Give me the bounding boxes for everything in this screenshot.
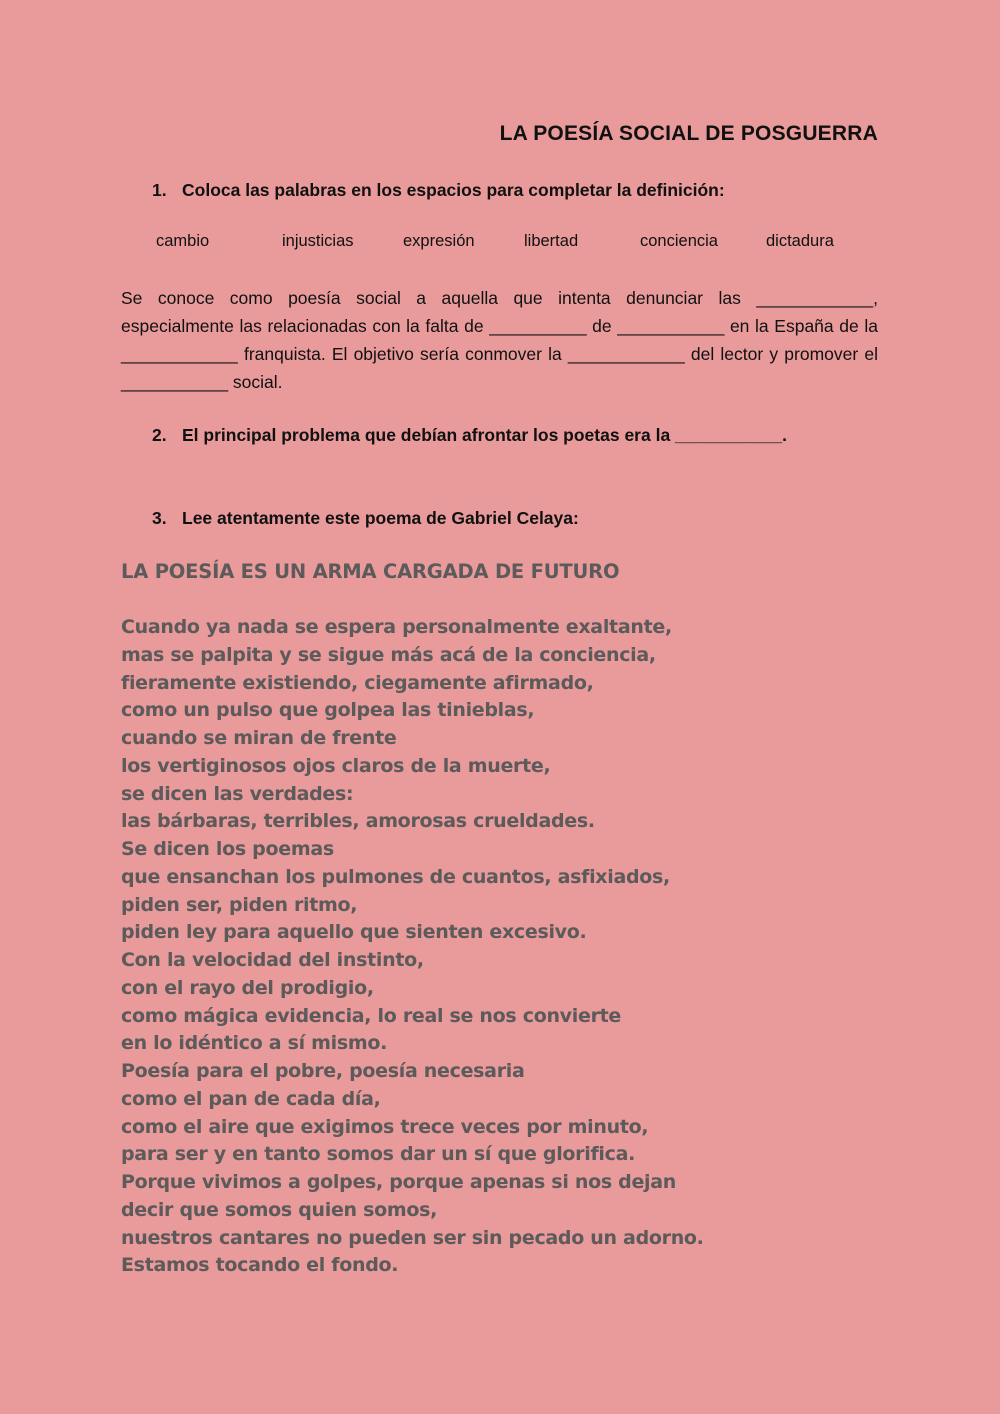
poem-line: Cuando ya nada se espera personalmente exaltante,: [121, 616, 672, 638]
poem-line: en lo idéntico a sí mismo.: [121, 1032, 388, 1055]
question-2: [152, 425, 879, 446]
poem-line: los vertiginosos ojos claros de la muerte,: [121, 754, 551, 777]
poem-line: como el pan de cada día,: [121, 1087, 381, 1110]
poem-title: LA POESÍA ES UN ARMA CARGADA DE FUTURO: [121, 560, 620, 583]
poem-line: Con la velocidad del instinto,: [121, 949, 424, 971]
poem-line: como el aire que exigimos trece veces por minuto,: [121, 1115, 649, 1138]
question-1: [152, 180, 725, 201]
poem-line: piden ser, piden ritmo,: [121, 893, 358, 916]
poem-line: para ser y en tanto somos dar un sí que glorifica.: [121, 1143, 636, 1166]
word-bank-item: expresión: [403, 232, 475, 250]
poem-line: decir que somos quien somos,: [121, 1198, 438, 1221]
word-bank-item: libertad: [524, 232, 579, 250]
poem-line: como mágica evidencia, lo real se nos convierte: [121, 1004, 622, 1027]
word-bank-item: dictadura: [766, 232, 834, 250]
word-bank-item: cambio: [156, 232, 210, 250]
word-bank-item: conciencia: [640, 232, 718, 250]
poem-line: se dicen las verdades:: [121, 782, 354, 805]
poem-line: Poesía para el pobre, poesía necesaria: [121, 1060, 525, 1082]
page-title: LA POESÍA SOCIAL DE POSGUERRA: [499, 122, 878, 145]
poem-line: que ensanchan los pulmones de cuantos, asfixiados,: [121, 865, 670, 888]
word-bank: [0, 232, 1000, 256]
question-3-text: Lee atentamente este poema de Gabriel Celaya:: [182, 508, 579, 528]
word-bank-item: injusticias: [282, 232, 354, 250]
poem-line: cuando se miran de frente: [121, 727, 397, 749]
poem-line: piden ley para aquello que sienten excesivo.: [121, 921, 587, 944]
question-1-number: 1.: [152, 180, 167, 200]
question-2-text: El principal problema que debían afrontar los poetas era la ___________.: [182, 425, 787, 445]
poem-line: con el rayo del prodigio,: [121, 976, 374, 999]
poem-line: nuestros cantares no pueden ser sin pecado un adorno.: [121, 1226, 704, 1249]
poem-line: como un pulso que golpea las tinieblas,: [121, 699, 535, 722]
question-1-text: Coloca las palabras en los espacios para completar la definición:: [182, 180, 725, 200]
poem-line: mas se palpita y se sigue más acá de la conciencia,: [121, 643, 656, 666]
question-2-number: 2.: [152, 425, 167, 445]
poem-line: Estamos tocando el fondo.: [121, 1254, 399, 1277]
poem-body: [121, 614, 881, 1280]
question-3-number: 3.: [152, 508, 167, 528]
definition-paragraph: Se conoce como poesía social a aquella que intenta denunciar las ____________, especialmente las relacionadas con la falta de __________ de ___________ en la España de la ____________ franquista. El objetivo sería conmover la ____________ del lector y promover el ___________ social.: [121, 288, 878, 392]
poem-line: fieramente existiendo, ciegamente afirmado,: [121, 671, 594, 694]
poem-line: las bárbaras, terribles, amorosas crueldades.: [121, 810, 595, 833]
question-3: [152, 508, 579, 529]
poem-line: Se dicen los poemas: [121, 838, 334, 860]
poem-line: Porque vivimos a golpes, porque apenas si nos dejan: [121, 1171, 676, 1193]
